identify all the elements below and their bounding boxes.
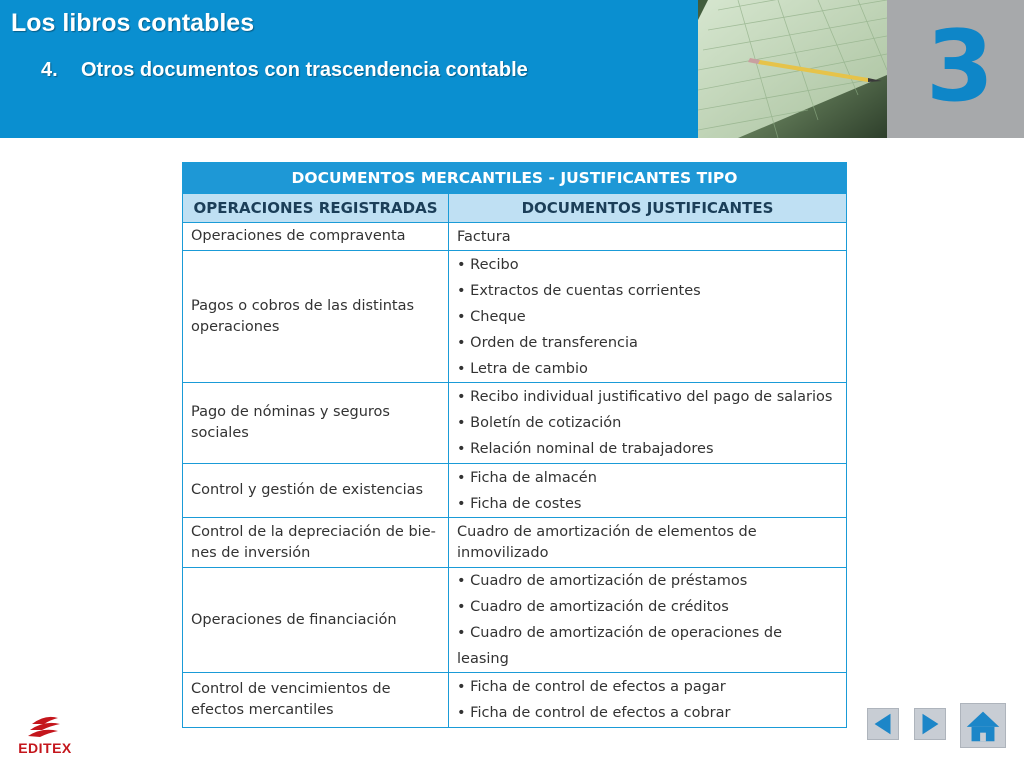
operation-cell: Control de la depreciación de bie-nes de inversión <box>183 518 449 568</box>
column-header-operations: OPERACIONES REGISTRADAS <box>183 194 449 223</box>
document-list <box>457 674 838 726</box>
document-list-item: • Recibo <box>457 252 838 278</box>
table-title: DOCUMENTOS MERCANTILES - JUSTIFICANTES TIPO <box>183 163 847 194</box>
operation-cell: Control de vencimientos de efectos mercantiles <box>183 673 449 728</box>
arrow-left-icon <box>868 709 898 739</box>
document-list-item: • Ficha de costes <box>457 491 838 517</box>
subtitle-text: Otros documentos con trascendencia contable <box>81 59 528 81</box>
documents-cell <box>449 568 847 673</box>
document-list-item: • Ficha de control de efectos a pagar <box>457 674 838 700</box>
table-row <box>183 464 847 518</box>
operation-cell: Pagos o cobros de las distintas operaciones <box>183 251 449 383</box>
document-list-item: • Cheque <box>457 304 838 330</box>
table-row <box>183 568 847 673</box>
home-icon <box>961 704 1005 747</box>
ledger-photo-image <box>698 0 887 138</box>
document-list-item: • Cuadro de amortización de préstamos <box>457 568 838 594</box>
table-row <box>183 518 847 568</box>
document-list-item: • Boletín de cotización <box>457 410 838 436</box>
document-item: Factura <box>457 228 511 245</box>
documents-table-container <box>182 162 846 728</box>
editex-logo-mark <box>10 712 80 742</box>
operation-cell: Operaciones de financiación <box>183 568 449 673</box>
editex-logo <box>10 712 80 758</box>
editex-logo-text: EDITEX <box>18 740 72 756</box>
slide-title: Los libros contables <box>11 9 255 37</box>
document-list-item: • Letra de cambio <box>457 356 838 382</box>
operation-cell: Control y gestión de existencias <box>183 464 449 518</box>
document-list <box>457 465 838 517</box>
table-title-row <box>183 163 847 194</box>
table-row <box>183 673 847 728</box>
document-list-item: • Ficha de control de efectos a cobrar <box>457 700 838 726</box>
table-row <box>183 383 847 464</box>
document-list-item: • Cuadro de amortización de créditos <box>457 594 838 620</box>
previous-slide-button[interactable] <box>867 708 899 740</box>
document-item: Cuadro de amortización de elementos de inmovilizado <box>457 523 757 561</box>
documents-table <box>182 162 847 728</box>
document-list <box>457 568 838 672</box>
column-header-documents: DOCUMENTOS JUSTIFICANTES <box>449 194 847 223</box>
document-list-item: • Relación nominal de trabajadores <box>457 436 838 462</box>
slide-header <box>0 0 1024 138</box>
documents-cell <box>449 383 847 464</box>
document-list-item: • Recibo individual justificativo del pago de salarios <box>457 384 838 410</box>
operation-cell: Pago de nóminas y seguros sociales <box>183 383 449 464</box>
document-list-item: • Ficha de almacén <box>457 465 838 491</box>
arrow-right-icon <box>915 709 945 739</box>
slide-subtitle <box>41 59 528 82</box>
document-list <box>457 384 838 462</box>
ledger-pencil-photo <box>698 0 887 138</box>
document-list-item: • Cuadro de amortización de operaciones de leasing <box>457 620 838 672</box>
home-button[interactable] <box>960 703 1006 748</box>
table-header-row <box>183 194 847 223</box>
documents-cell <box>449 518 847 568</box>
documents-cell <box>449 223 847 251</box>
chapter-number: 3 <box>925 10 995 124</box>
document-list-item: • Extractos de cuentas corrientes <box>457 278 838 304</box>
next-slide-button[interactable] <box>914 708 946 740</box>
table-row <box>183 223 847 251</box>
document-list <box>457 252 838 382</box>
table-body <box>183 223 847 728</box>
document-list-item: • Orden de transferencia <box>457 330 838 356</box>
documents-cell <box>449 673 847 728</box>
operation-cell: Operaciones de compraventa <box>183 223 449 251</box>
chapter-number-box <box>887 0 1024 138</box>
documents-cell <box>449 464 847 518</box>
table-row <box>183 251 847 383</box>
documents-cell <box>449 251 847 383</box>
subtitle-number: 4. <box>41 59 58 81</box>
